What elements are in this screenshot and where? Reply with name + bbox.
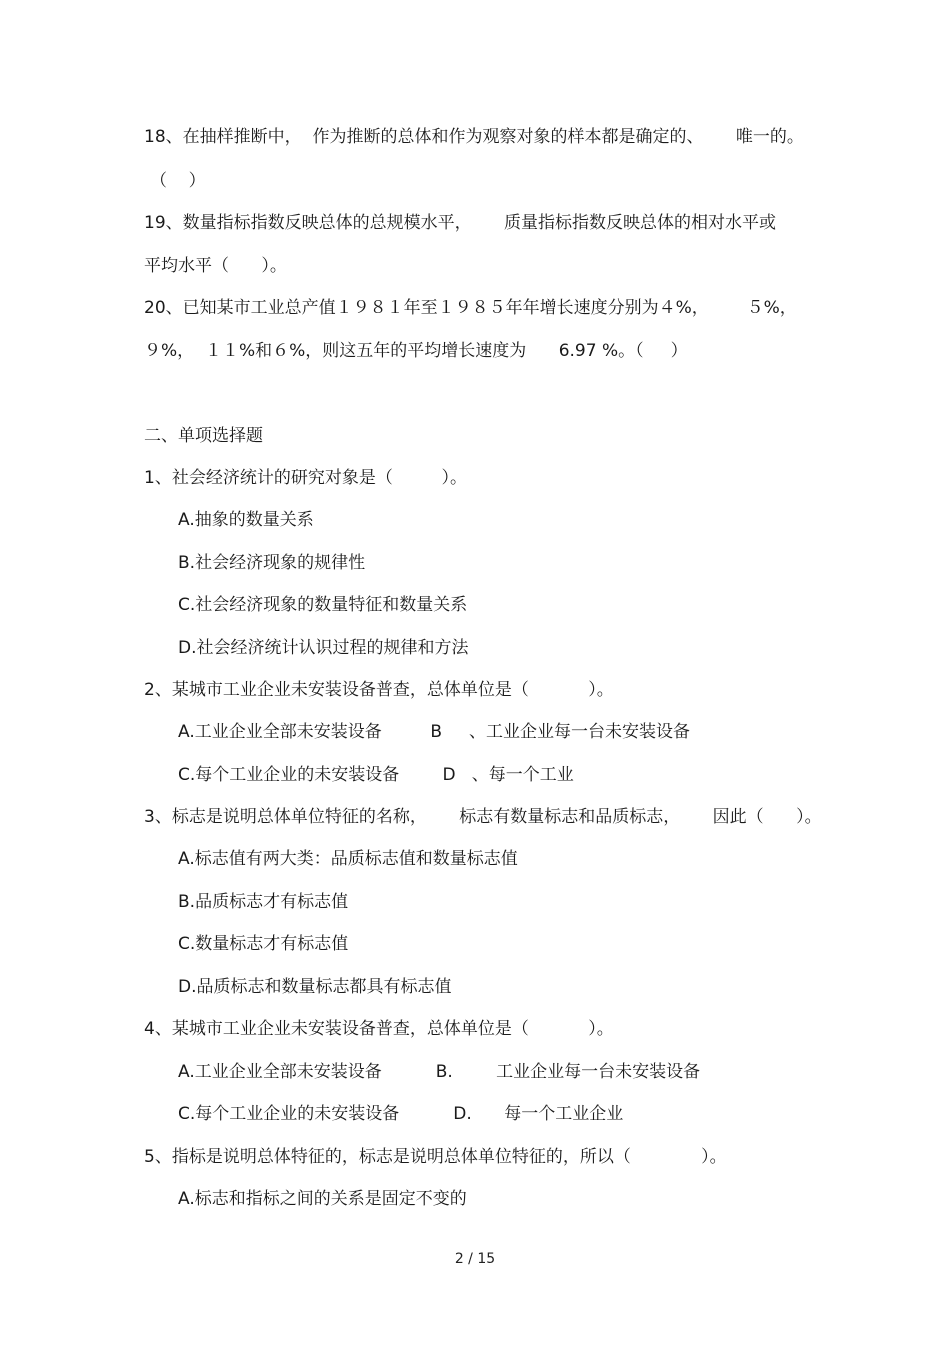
s4-options-cd: C.每个工业企业的未安装设备 D. 每一个工业企业 (178, 1104, 624, 1124)
s1-option-d: D.社会经济统计认识过程的规律和方法 (178, 638, 469, 658)
s1-option-b: B.社会经济现象的规律性 (178, 553, 366, 573)
s3-option-d: D.品质标志和数量标志都具有标志值 (178, 977, 452, 997)
s1-option-c: C.社会经济现象的数量特征和数量关系 (178, 595, 468, 615)
s1-question: 1、社会经济统计的研究对象是（ ）。 (144, 468, 467, 488)
q18-line-1: 18、在抽样推断中， 作为推断的总体和作为观察对象的样本都是确定的、 唯一的。 (144, 127, 804, 147)
s3-option-c: C.数量标志才有标志值 (178, 934, 349, 954)
q18-line-2: （ ） (150, 171, 206, 191)
s4-options-ab: A.工业企业全部未安装设备 B. 工业企业每一台未安装设备 (178, 1062, 701, 1082)
page-number: 2 / 15 (454, 1251, 496, 1267)
s2-options-ab: A.工业企业全部未安装设备 B 、工业企业每一台未安装设备 (178, 722, 691, 742)
q20-line-2: ９%， １１%和６%，则这五年的平均增长速度为 6.97 %。（ ） (144, 341, 688, 361)
s5-option-a: A.标志和指标之间的关系是固定不变的 (178, 1189, 467, 1209)
s2-options-cd: C.每个工业企业的未安装设备 D 、每一个工业 (178, 765, 574, 785)
s3-option-a: A.标志值有两大类：品质标志值和数量标志值 (178, 849, 518, 869)
s2-question: 2、某城市工业企业未安装设备普查，总体单位是（ ）。 (144, 680, 614, 700)
q19-line-1: 19、数量指标指数反映总体的总规模水平， 质量指标指数反映总体的相对水平或 (144, 213, 777, 233)
q20-line-1: 20、已知某市工业总产值１９８１年至１９８５年年增长速度分别为４%， ５%， (144, 298, 797, 318)
s4-question: 4、某城市工业企业未安装设备普查，总体单位是（ ）。 (144, 1019, 614, 1039)
section-heading: 二、单项选择题 (144, 426, 263, 446)
s3-option-b: B.品质标志才有标志值 (178, 892, 349, 912)
s3-question: 3、标志是说明总体单位特征的名称， 标志有数量标志和品质标志， 因此（ ）。 (144, 807, 822, 827)
q19-line-2: 平均水平（ ）。 (144, 256, 287, 276)
s5-question: 5、指标是说明总体特征的，标志是说明总体单位特征的，所以（ ）。 (144, 1147, 727, 1167)
s1-option-a: A.抽象的数量关系 (178, 510, 314, 530)
